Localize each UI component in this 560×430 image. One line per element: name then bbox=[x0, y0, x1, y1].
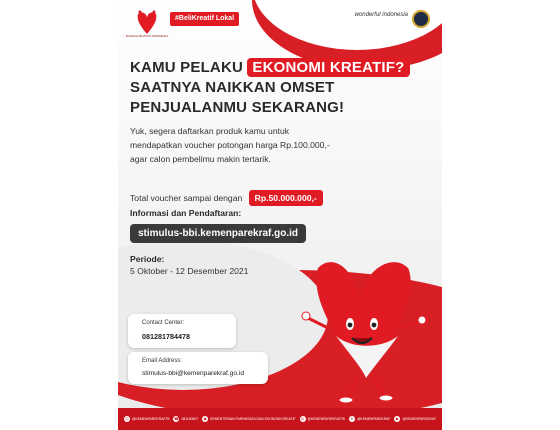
contact-phone[interactable]: 081281784478 bbox=[142, 332, 190, 341]
footer-item-text: KEMENTERIAN PARIWISATA DAN EKONOMI KREATIF bbox=[210, 417, 296, 421]
contact-center-card bbox=[128, 314, 236, 348]
email-label: Email Address: bbox=[142, 358, 183, 364]
total-voucher bbox=[130, 190, 323, 206]
instagram-icon: ◎ bbox=[125, 416, 129, 421]
footer-item-text: @KEMENPAREKRAF.RI bbox=[132, 417, 170, 421]
heart-mascot-illustration bbox=[288, 258, 438, 408]
kemenparekraf-emblem-icon bbox=[412, 10, 430, 28]
footer-item[interactable] bbox=[173, 416, 198, 422]
footer-item[interactable] bbox=[124, 416, 169, 422]
total-amount-badge: Rp.50.000.000,- bbox=[249, 190, 323, 206]
contact-label: Contact Center: bbox=[142, 320, 185, 326]
youtube-icon: ▶ bbox=[395, 416, 399, 421]
twitter-icon: ✦ bbox=[350, 416, 354, 421]
footer-item[interactable] bbox=[300, 416, 345, 422]
instagram-icon: ◎ bbox=[300, 416, 305, 421]
footer-item-text: @KEMENPAREKRAF.RI bbox=[307, 417, 346, 421]
registration-url[interactable]: stimulus-bbi.kemenparekraf.go.id bbox=[130, 224, 306, 243]
description-text: Yuk, segera daftarkan produk kamu untuk mendapatkan voucher potongan harga Rp.100.000,- agar calon pembelimu makin tertarik. bbox=[130, 126, 330, 164]
periode-value: 5 Oktober - 12 Desember 2021 bbox=[130, 266, 249, 276]
beli-kreatif-lokal-badge: #BeliKreatif Lokal bbox=[170, 12, 239, 26]
headline bbox=[130, 58, 430, 118]
info-label: Informasi dan Pendaftaran: bbox=[130, 208, 242, 218]
footer-item-text: @KEMENPAREKRAF bbox=[402, 417, 436, 421]
phone-icon: ☎ bbox=[173, 416, 179, 421]
globe-icon: ◉ bbox=[203, 416, 207, 421]
poster-header bbox=[118, 0, 442, 48]
bangga-logo-text: BANGGA BUATAN INDONESIA bbox=[125, 34, 169, 38]
footer-item[interactable] bbox=[349, 416, 391, 422]
periode-label: Periode: bbox=[130, 254, 165, 264]
email-card bbox=[128, 352, 268, 384]
poster bbox=[118, 0, 442, 430]
wonderful-indonesia-logo: wonderful indonesia bbox=[354, 12, 408, 18]
total-label: Total voucher sampai dengan bbox=[130, 193, 243, 203]
footer-item-text: 081160607 bbox=[181, 417, 199, 421]
footer-item[interactable] bbox=[394, 416, 436, 422]
headline-highlight: EKONOMI KREATIF? bbox=[247, 58, 409, 77]
footer-item[interactable] bbox=[202, 416, 295, 422]
email-address[interactable]: stimulus-bbi@kemenparekraf.go.id bbox=[142, 370, 244, 377]
headline-line3: PENJUALANMU SEKARANG! bbox=[130, 99, 345, 116]
headline-line2: SAATNYA NAIKKAN OMSET bbox=[130, 79, 335, 96]
headline-line1-prefix: KAMU PELAKU bbox=[130, 59, 244, 76]
footer-bar bbox=[118, 408, 442, 430]
footer-item-text: @KEMENPAREKRAF bbox=[356, 417, 391, 421]
